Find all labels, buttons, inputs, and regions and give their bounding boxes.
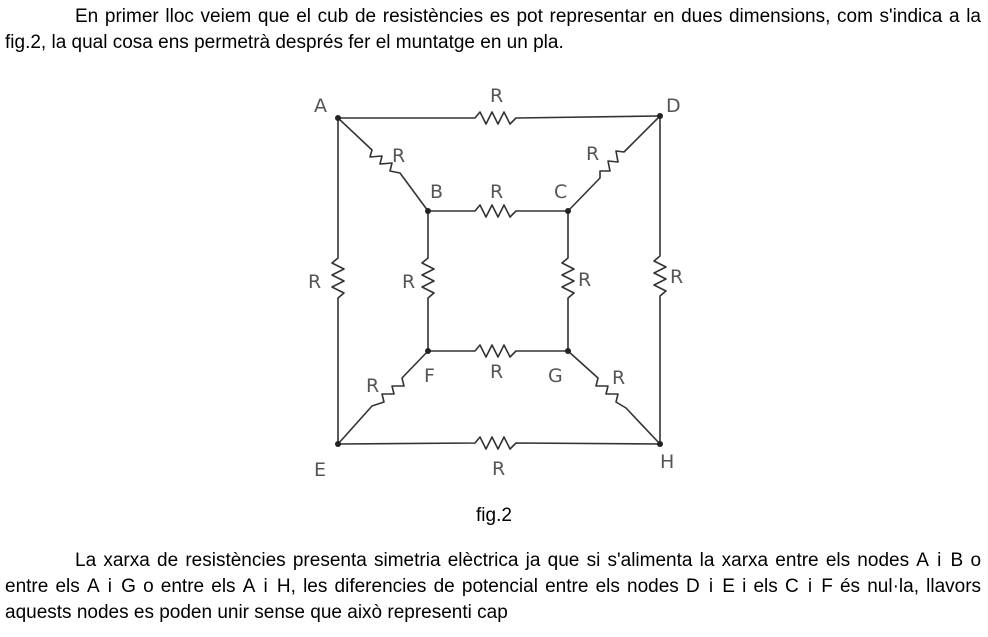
node-label-d: D (666, 95, 681, 117)
wire-d-c (568, 116, 660, 211)
resistor-label-fe: R (366, 375, 380, 397)
p2-nodes-a-b: A i B (916, 550, 964, 571)
wire-d-h (654, 116, 666, 444)
wire-f-e (338, 351, 428, 444)
node-e-dot (335, 441, 341, 447)
node-g-dot (565, 348, 571, 354)
p2-text-3: o entre els (135, 576, 243, 597)
wire-e-h (338, 437, 660, 449)
node-label-f: F (424, 365, 435, 387)
figure-caption: fig.2 (476, 505, 512, 526)
node-label-a: A (314, 95, 327, 117)
p2-nodes-a-g: A i G (86, 576, 136, 597)
resistor-label-dh: R (670, 266, 684, 288)
wire-b-c (428, 205, 568, 217)
resistor-label-gh: R (612, 367, 626, 389)
p2-nodes-c-f: C i F (784, 576, 833, 597)
circuit-diagram (300, 78, 700, 488)
node-d-dot (657, 113, 663, 119)
node-label-b: B (430, 181, 444, 203)
p2-text-2: o entre els (5, 550, 982, 597)
resistor-label-bf: R (402, 271, 416, 293)
node-label-h: H (660, 451, 675, 473)
resistor-label-ab: R (392, 145, 406, 167)
resistor-cube-figure (300, 78, 700, 493)
node-a-dot (335, 115, 341, 121)
node-h-dot (657, 441, 663, 447)
node-c-dot (565, 208, 571, 214)
node-label-c: C (554, 181, 568, 203)
p2-nodes-a-h: A i H (242, 576, 291, 597)
intro-paragraph: En primer lloc veiem que el cub de resistències es pot representar en dues dimensions, com s'indica a la fig.2, la qual cosa ens permetrà després fer el muntatge en un pla. (5, 6, 981, 53)
p2-text-6: és nul·la, llavors aquests nodes es poden unir sense que això representi cap (5, 576, 982, 623)
resistor-label-dc: R (586, 143, 600, 165)
resistor-label-cg: R (578, 269, 592, 291)
wire-f-g (428, 345, 568, 357)
node-b-dot (425, 208, 431, 214)
wire-a-d (338, 112, 660, 124)
wire-b-f (422, 211, 434, 351)
wire-a-e (332, 118, 344, 444)
node-label-g: G (548, 365, 563, 387)
node-label-e: E (314, 459, 327, 481)
p2-nodes-d-e: D i E (685, 576, 735, 597)
p2-text-1: La xarxa de resistències presenta simetria elèctrica ja que si s'alimenta la xarxa entre els nodes (75, 550, 917, 571)
wire-a-b (338, 118, 428, 211)
wire-c-g (562, 211, 574, 351)
resistor-label-ae: R (308, 271, 322, 293)
p2-text-5: i els (734, 576, 785, 597)
p2-text-4: , les diferencies de potencial entre els nodes (290, 576, 686, 597)
resistor-label-eh: R (492, 458, 506, 480)
resistor-label-ad: R (490, 85, 504, 107)
symmetry-paragraph (5, 548, 981, 626)
wire-g-h (568, 351, 660, 444)
resistor-label-bc: R (490, 181, 504, 203)
resistor-label-fg: R (490, 361, 504, 383)
node-f-dot (425, 348, 431, 354)
